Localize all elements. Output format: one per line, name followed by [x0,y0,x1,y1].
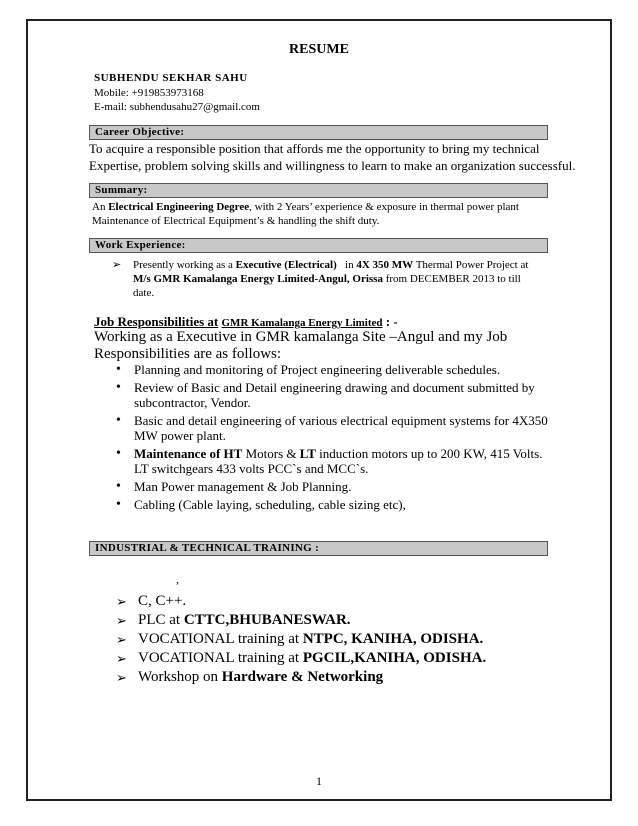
list-item: ➢ PLC at CTTC,BHUBANESWAR. [116,611,486,630]
candidate-name: SUBHENDU SEKHAR SAHU [94,72,248,84]
list-item: • Cabling (Cable laying, scheduling, cable sizing etc), [116,497,554,512]
summary-line1: An Electrical Engineering Degree, with 2 Years’ experience & exposure in thermal power plant [92,201,519,213]
training-list [116,592,486,687]
list-item: • Planning and monitoring of Project engineering deliverable schedules. [116,362,554,377]
job-intro-line2: Responsibilities are as follows: [94,346,282,362]
training-heading: INDUSTRIAL & TECHNICAL TRAINING : [89,541,548,556]
list-item: ➢ C, C++. [116,592,486,611]
email-address: E-mail: subhendusahu27@gmail.com [94,101,260,113]
mobile-number: Mobile: +919853973168 [94,87,204,99]
list-item: • Review of Basic and Detail engineering drawing and document submitted by subcontractor, Vendor. [116,380,554,410]
list-item: ➢ VOCATIONAL training at PGCIL,KANIHA, ODISHA. [116,649,486,668]
career-objective-line1: To acquire a responsible position that affords me the opportunity to bring my technical [89,141,540,156]
work-experience-heading: Work Experience: [89,238,548,253]
job-responsibilities-list [116,362,554,515]
list-item: ➢ VOCATIONAL training at NTPC, KANIHA, ODISHA. [116,630,486,649]
page-title: RESUME [289,42,349,57]
list-item: • Man Power management & Job Planning. [116,479,554,494]
job-intro-line1: Working as a Executive in GMR kamalanga Site –Angul and my Job [94,329,508,345]
page-number: 1 [316,774,322,788]
job-responsibilities-heading: Job Responsibilities at GMR Kamalanga Energy Limited : - [94,314,398,329]
stray-comma: , [176,572,179,586]
list-item: • Basic and detail engineering of various electrical equipment systems for 4X350 MW power plant. [116,413,554,443]
career-objective-heading: Career Objective: [89,125,548,140]
summary-line2: Maintenance of Electrical Equipment’s & handling the shift duty. [92,215,380,227]
arrow-bullet-icon: ➢ [112,259,122,271]
summary-heading: Summary: [89,183,548,198]
career-objective-line2: Expertise, problem solving skills and willingness to learn to make an organization successful. [89,158,576,173]
list-item: ➢ Workshop on Hardware & Networking [116,668,486,687]
list-item: • Maintenance of HT Motors & LT induction motors up to 200 KW, 415 Volts. LT switchgears 433 volts PCC`s and MCC`s. [116,446,554,476]
work-experience-detail: Presently working as a Executive (Electrical) in 4X 350 MW Thermal Power Project at M/s GMR Kamalanga Energy Limited-Angul, Orissa from DECEMBER 2013 to till date. [133,259,529,299]
